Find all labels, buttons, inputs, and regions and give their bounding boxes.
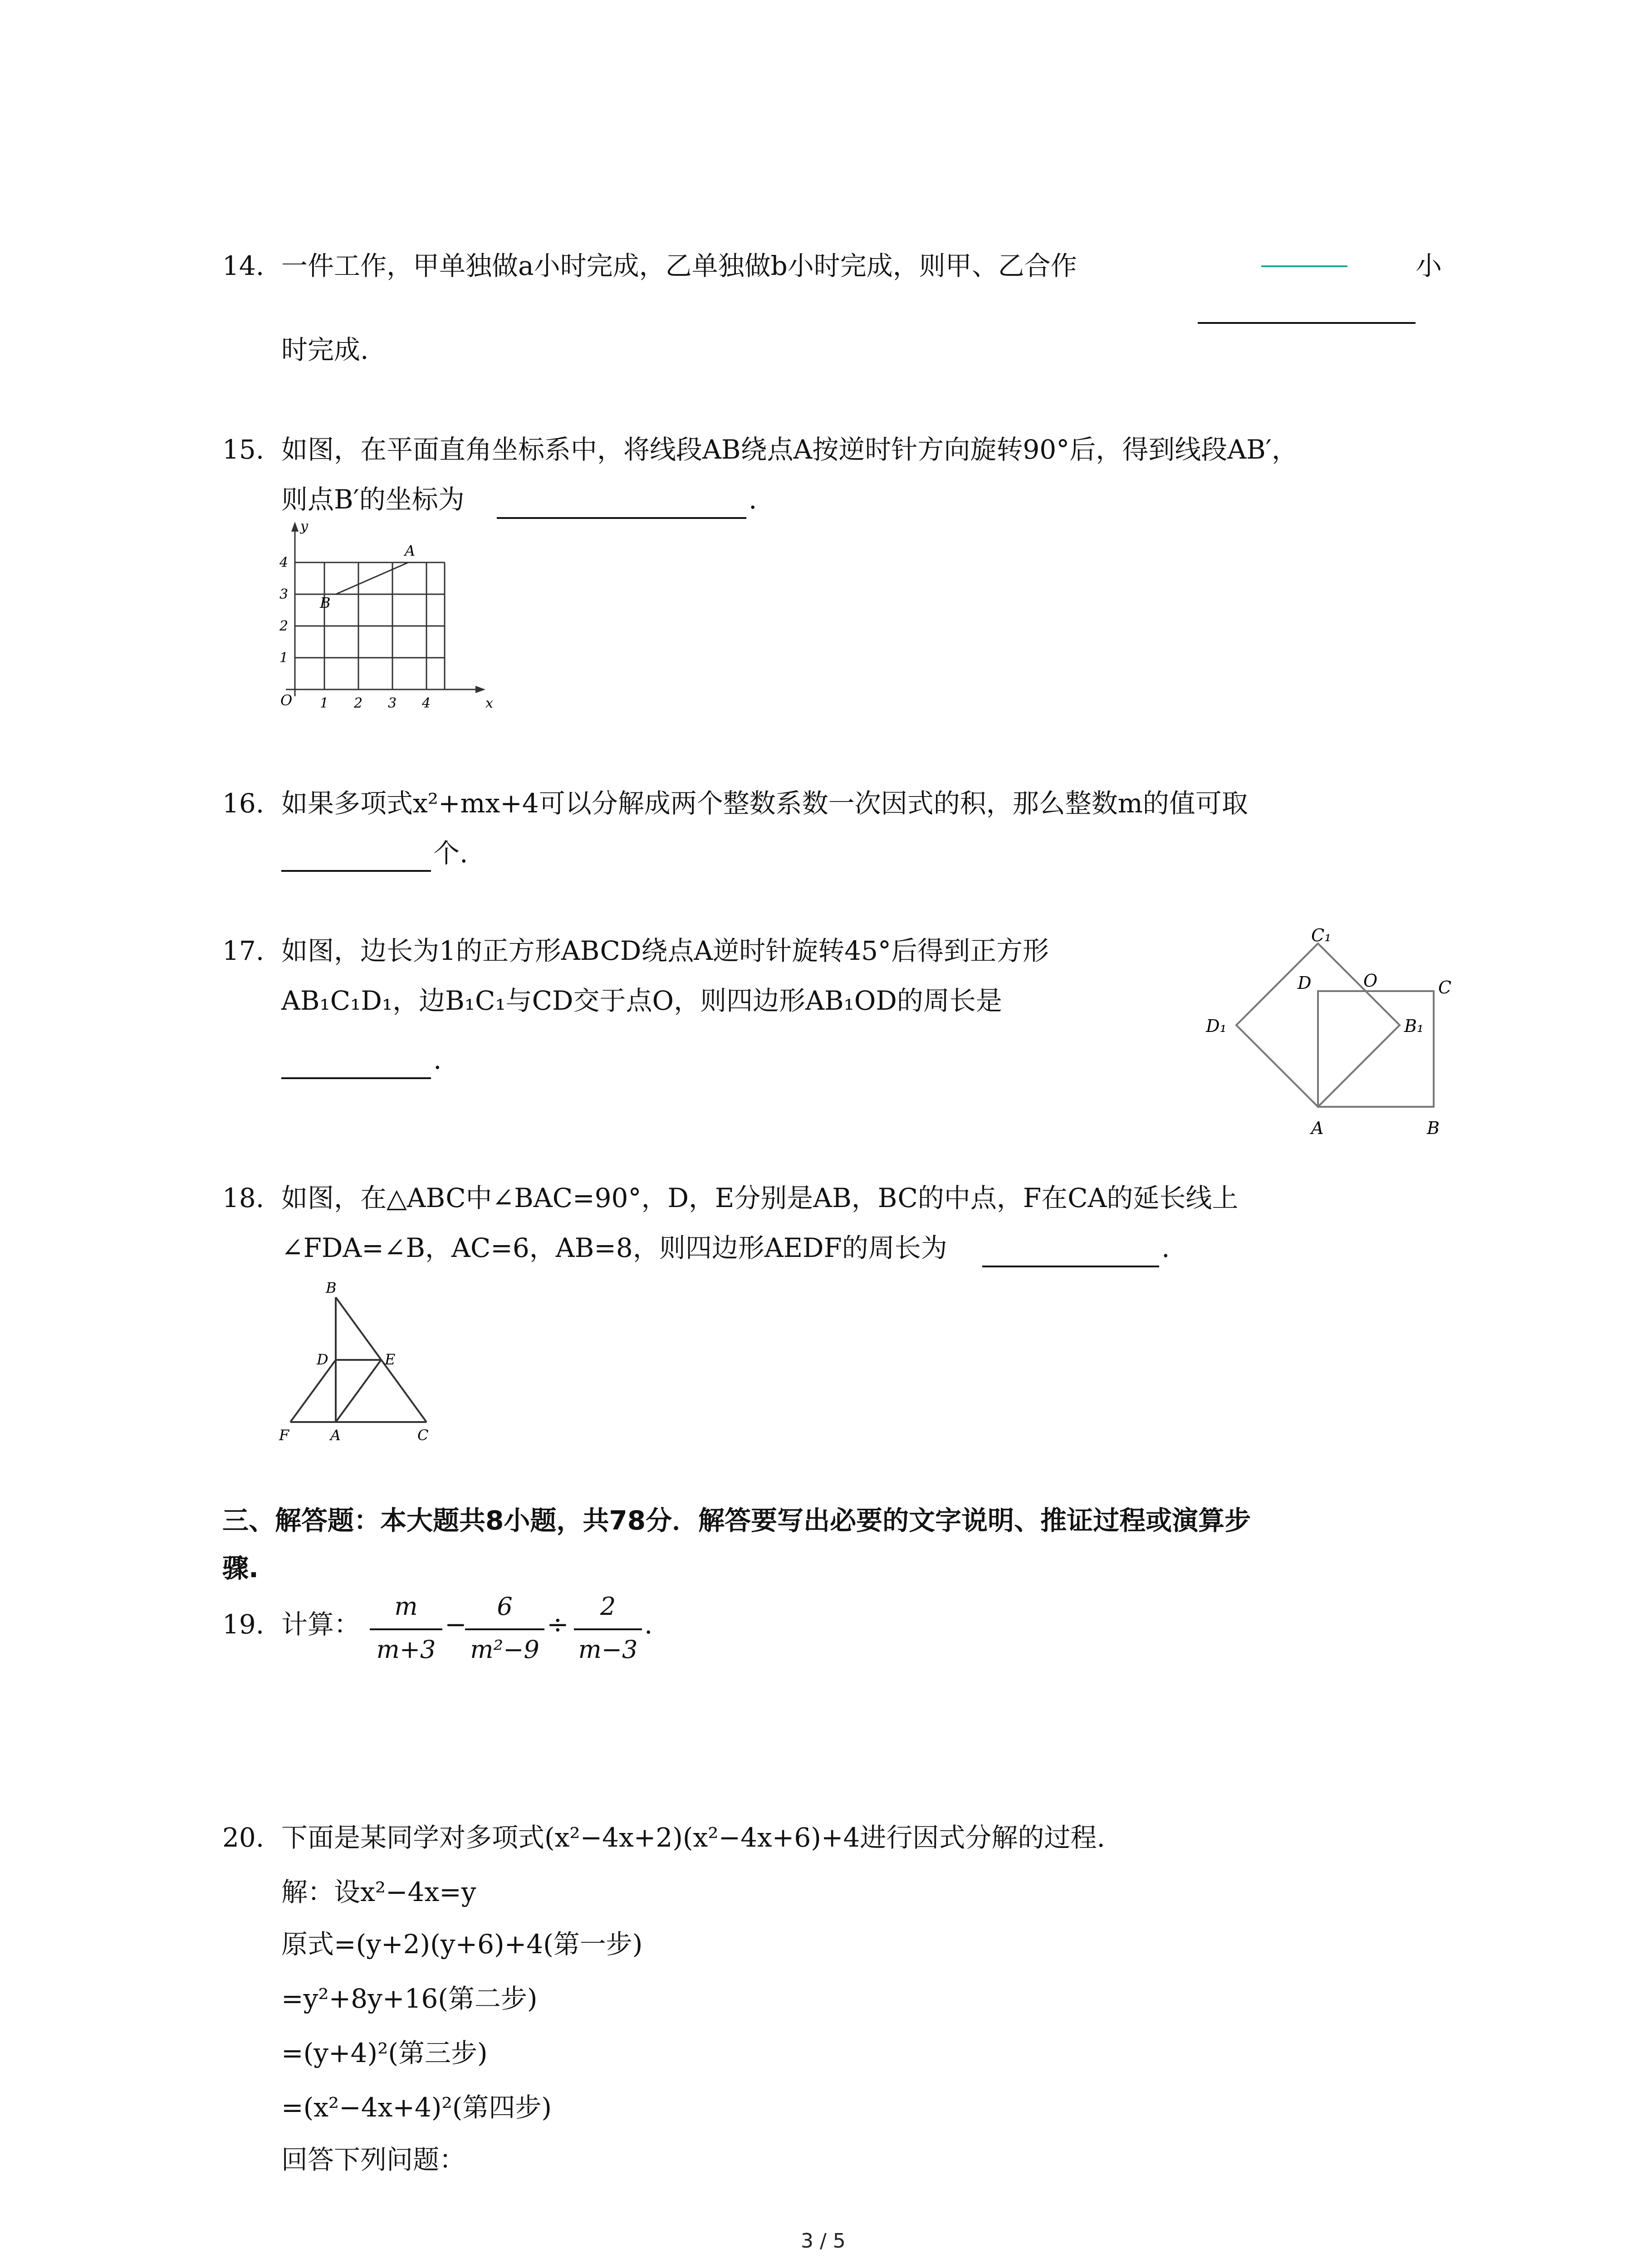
q17-label-o: O: [1363, 971, 1378, 991]
q15-end: .: [749, 484, 757, 515]
q14-unit: 小: [1416, 250, 1442, 281]
q17-answer-blank[interactable]: [281, 1077, 431, 1079]
section3-heading-line2: 骤.: [222, 1553, 259, 1584]
q19-f1-denominator: m+3: [376, 1635, 436, 1664]
q16-text-line2: 个.: [433, 838, 468, 869]
q15-text-line1: 如图，在平面直角坐标系中，将线段AB绕点A按逆时针方向旋转90°后，得到线段AB′，: [281, 434, 1298, 465]
q17-figure-squares: [1198, 921, 1470, 1152]
q18-text-line2: ∠FDA=∠B，AC=6，AB=8，则四边形AEDF的周长为: [281, 1232, 947, 1263]
q15-text-line2: 则点B′的坐标为: [281, 484, 465, 515]
q19-f3-numerator: 2: [600, 1592, 616, 1621]
q20-text-line1: 下面是某同学对多项式(x²−4x+2)(x²−4x+6)+4进行因式分解的过程.: [281, 1822, 1105, 1853]
q19-f1-bar: [370, 1628, 442, 1630]
q15-origin-label: O: [280, 692, 293, 709]
q18-label-b: B: [326, 1279, 337, 1296]
q18-number: 18.: [222, 1183, 265, 1213]
q15-y-tick-3: 3: [279, 587, 289, 602]
q16-text-line1: 如果多项式x²+mx+4可以分解成两个整数系数一次因式的积，那么整数m的值可取: [281, 788, 1248, 819]
q19-divide: ÷: [547, 1609, 569, 1640]
q15-y-tick-1: 1: [279, 650, 289, 666]
q19-f2-denominator: m²−9: [470, 1635, 539, 1664]
q18-figure-triangle: [272, 1275, 454, 1447]
q17-text-line1: 如图，边长为1的正方形ABCD绕点A逆时针旋转45°后得到正方形: [281, 935, 1049, 966]
q19-f2-numerator: 6: [497, 1592, 513, 1621]
q19-minus: −: [445, 1609, 467, 1640]
q20-step-5: =(x²−4x+4)²(第四步): [281, 2092, 552, 2123]
q17-label-c: C: [1438, 978, 1452, 997]
q15-y-axis-label: y: [300, 518, 308, 534]
q17-text-line2: AB₁C₁D₁，边B₁C₁与CD交于点O，则四边形AB₁OD的周长是: [281, 985, 1002, 1016]
q14-answer-blank-top[interactable]: [1261, 265, 1347, 267]
q20-step-6: 回答下列问题：: [281, 2144, 466, 2175]
q19-f2-bar: [465, 1628, 544, 1630]
q15-point-b-label: B: [320, 594, 331, 611]
q15-x-tick-4: 4: [422, 695, 431, 711]
q19-f1-numerator: m: [394, 1592, 418, 1621]
q19-fraction-1: [370, 1592, 442, 1674]
q20-step-1: 解：设x²−4x=y: [281, 1877, 476, 1907]
q17-label-d: D: [1298, 973, 1312, 993]
q19-f3-bar: [574, 1628, 642, 1630]
q15-x-tick-3: 3: [388, 695, 397, 711]
section3-heading-line1: 三、解答题：本大题共8小题，共78分．解答要写出必要的文字说明、推证过程或演算步: [222, 1505, 1251, 1536]
q17-label-b: B: [1427, 1118, 1440, 1138]
q14-number: 14.: [222, 250, 265, 281]
q20-step-4: =(y+4)²(第三步): [281, 2038, 488, 2068]
q20-step-2: 原式=(y+2)(y+6)+4(第一步): [281, 1929, 643, 1960]
q14-text-line2: 时完成.: [281, 334, 369, 365]
q19-fraction-3: [574, 1592, 642, 1674]
q17-number: 17.: [222, 935, 265, 966]
q15-point-a-label: A: [405, 542, 416, 559]
q18-label-d: D: [317, 1351, 328, 1368]
q15-y-tick-4: 4: [279, 555, 289, 571]
q14-answer-blank[interactable]: [1198, 322, 1416, 324]
q18-answer-blank[interactable]: [982, 1266, 1159, 1267]
q17-end: .: [433, 1044, 442, 1075]
q17-label-a: A: [1311, 1118, 1324, 1138]
q15-y-tick-2: 2: [279, 618, 289, 634]
q15-answer-blank[interactable]: [497, 517, 746, 519]
q16-number: 16.: [222, 788, 265, 819]
q19-end: .: [644, 1609, 653, 1640]
q17-label-c1: C₁: [1311, 925, 1332, 945]
q19-f3-denominator: m−3: [578, 1635, 638, 1664]
q20-step-3: =y²+8y+16(第二步): [281, 1983, 538, 2014]
page-number: 3 / 5: [801, 2229, 846, 2253]
q19-fraction-2: [465, 1592, 544, 1674]
q18-text-line1: 如图，在△ABC中∠BAC=90°，D，E分别是AB，BC的中点，F在CA的延长线上: [281, 1183, 1239, 1213]
q20-number: 20.: [222, 1822, 265, 1853]
q18-label-a: A: [330, 1427, 341, 1444]
q15-number: 15.: [222, 434, 265, 465]
q19-label: 计算：: [281, 1609, 361, 1640]
q18-end: .: [1161, 1232, 1170, 1263]
q15-x-tick-1: 1: [320, 695, 329, 711]
q18-label-f: F: [279, 1427, 289, 1444]
q17-label-d1: D₁: [1206, 1016, 1227, 1036]
q15-x-tick-2: 2: [354, 695, 363, 711]
q15-figure-grid: [272, 517, 508, 726]
q15-x-axis-label: x: [485, 695, 493, 711]
q14-text-line1: 一件工作，甲单独做a小时完成，乙单独做b小时完成，则甲、乙合作: [281, 250, 1077, 281]
q19-number: 19.: [222, 1609, 265, 1640]
q18-label-c: C: [417, 1427, 429, 1444]
q16-answer-blank[interactable]: [281, 870, 431, 872]
q18-label-e: E: [385, 1351, 396, 1368]
q17-label-b1: B₁: [1404, 1016, 1424, 1036]
